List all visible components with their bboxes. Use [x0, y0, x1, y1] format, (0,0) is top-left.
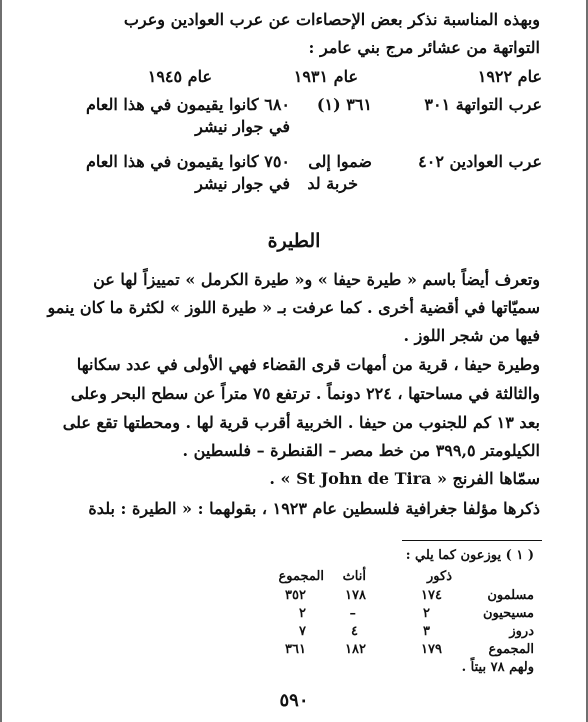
fn-row3-male: ٣ [423, 624, 430, 639]
para2-line4: الكيلومتر ٣٩٩,٥ من خط مصر – القنطرة – فلسطين . [182, 441, 540, 460]
year-1945: عام ١٩٤٥ [147, 67, 212, 86]
fn-row2-total: ٢ [299, 606, 306, 621]
footnote-rule [402, 540, 542, 541]
row1-1931: ٣٦١ (١) [316, 95, 372, 114]
row1-1945-line2: في جوار نيشر [195, 117, 290, 136]
para2-line1: وطيرة حيفا ، قرية من أمهات قرى القضاء فهي الأولى في عدد سكانها [76, 355, 540, 374]
header-female: أناث [342, 569, 366, 584]
fn-row4-total: ٣٦١ [285, 642, 306, 657]
fn-row1-female: ١٧٨ [345, 588, 366, 603]
row1-1945-line1: ٦٨٠ كانوا يقيمون في هذا العام [85, 95, 290, 114]
page-number: ٥٩٠ [279, 690, 309, 711]
fn-row1-male: ١٧٤ [421, 588, 442, 603]
fn-row2-male: ٢ [423, 606, 430, 621]
fn-row2-female: – [349, 606, 356, 621]
para3 [269, 469, 540, 489]
fn-row3-female: ٤ [351, 624, 358, 639]
para1-line3: فيها من شجر اللوز . [403, 326, 540, 345]
header-male: ذكور [427, 569, 452, 584]
section-heading: الطيرة [267, 230, 321, 252]
fn-row4-female: ١٨٢ [345, 642, 366, 657]
fn-row4-male: ١٧٩ [421, 642, 442, 657]
fn-row2-label: مسيحيون [482, 606, 534, 621]
row2-1931-line1: ضموا إلى [308, 152, 372, 171]
year-1922: عام ١٩٢٢ [477, 67, 542, 86]
footnote-title: ( ١ ) يوزعون كما يلي : [405, 548, 534, 563]
row2-1945-line2: في جوار نيشر [195, 174, 290, 193]
para1-line2: سميّاتها في أقضية أخرى . كما عرفت بـ « طيرة اللوز » لكثرة ما كان ينمو [47, 298, 540, 317]
para3-latin: St John de Tira [296, 469, 432, 488]
para2-line2: والثالثة في مساحتها ، ٢٢٤ دونماً . ترتفع ٧٥ متراً عن سطح البحر وعلى [70, 384, 540, 403]
fn-row4-label: المجموع [488, 642, 534, 657]
fn-row3-total: ٧ [299, 624, 306, 639]
para4: ذكرها مؤلفا جغرافية فلسطين عام ١٩٢٣ ، بقولهما : « الطيرة : بلدة [88, 499, 540, 518]
para1-line1: وتعرف أيضاً باسم « طيرة حيفا » و« طيرة الكرمل » تمييزاً لها عن [93, 270, 540, 289]
fn-row1-total: ٣٥٢ [285, 588, 306, 603]
fn-row1-label: مسلمون [487, 588, 534, 603]
row1-name: عرب التواتهة ٣٠١ [424, 95, 542, 114]
header-total: المجموع [278, 569, 324, 584]
intro-line-1: وبهذه المناسبة نذكر بعض الإحصاءات عن عرب العوادين وعرب [123, 10, 540, 29]
year-1931: عام ١٩٣١ [293, 67, 358, 86]
intro-line-2: التواتهة من عشائر مرج بني عامر : [308, 38, 540, 57]
row2-1931-line2: خربة لد [307, 174, 358, 193]
footnote-note: ولهم ٧٨ بيتاً . [461, 660, 534, 675]
row2-name: عرب العوادين ٤٠٢ [418, 152, 542, 171]
fn-row3-label: دروز [509, 624, 534, 639]
row2-1945-line1: ٧٥٠ كانوا يقيمون في هذا العام [85, 152, 290, 171]
para2-line3: بعد ١٣ كم للجنوب من حيفا . الخربية أقرب قرية لها . ومحطتها تقع على [62, 413, 540, 432]
para3-prefix: سمّاها الفرنج « [436, 469, 540, 488]
para3-suffix: » . [269, 469, 291, 488]
